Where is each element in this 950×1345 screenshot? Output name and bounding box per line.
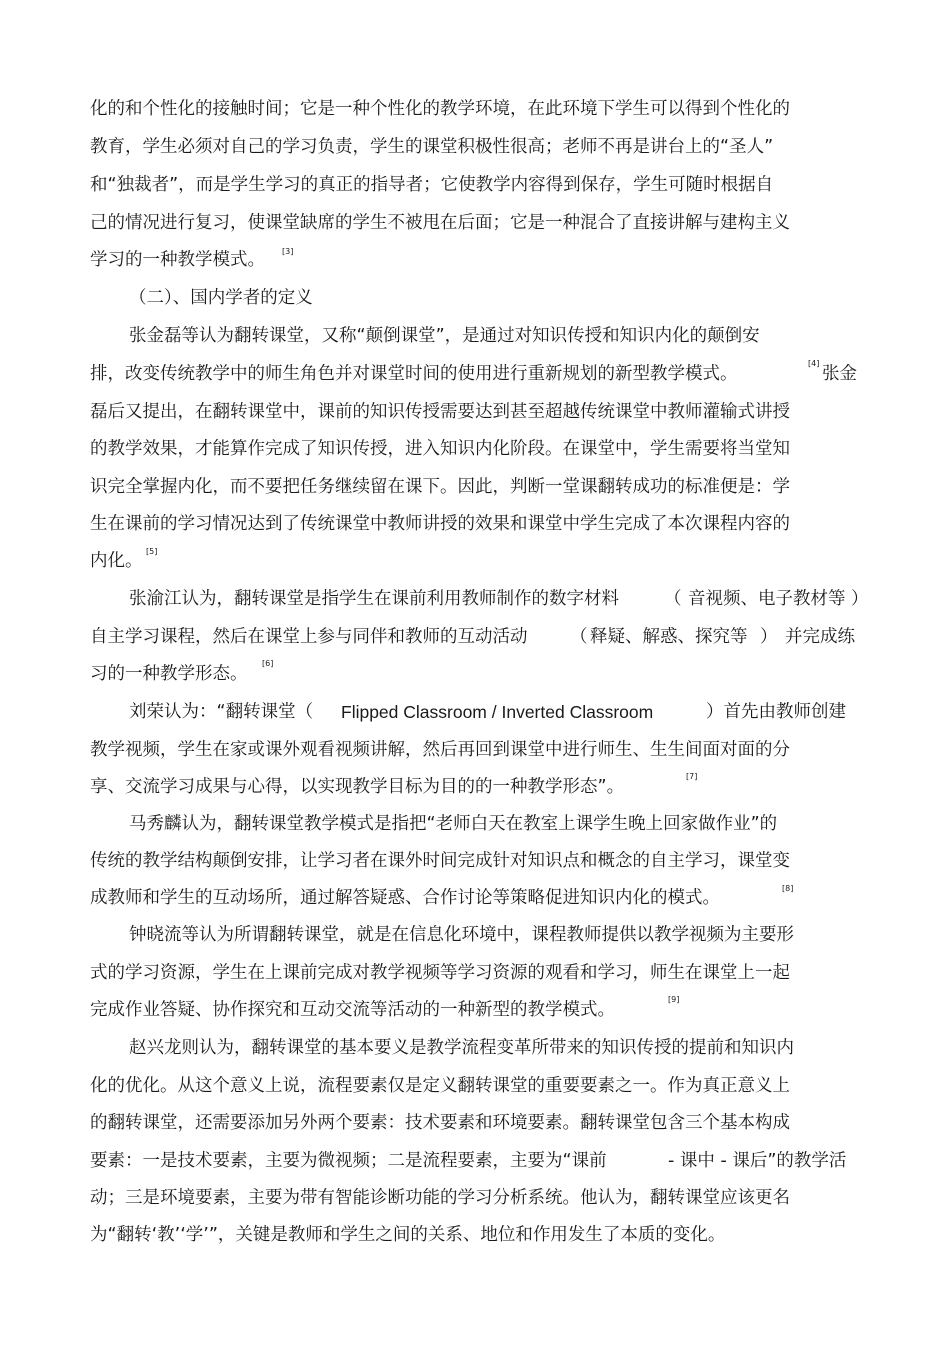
text-line: 化的和个性化的接触时间；它是一种个性化的教学环境，在此环境下学生可以得到个性化的 xyxy=(90,99,790,119)
text-line: （ xyxy=(570,627,588,647)
citation-ref: [8] xyxy=(782,884,794,893)
text-line: 己的情况进行复习，使课堂缺席的学生不被甩在后面；它是一种混合了直接讲解与建构主义 xyxy=(90,213,790,233)
text-line: Flipped Classroom / Inverted Classroom xyxy=(341,702,654,722)
text-line: 要素：一是技术要素，主要为微视频；二是流程要素，主要为“课前 xyxy=(90,1151,607,1171)
text-line: 和“独裁者”，而是学生学习的真正的指导者；它使教学内容得到保存，学生可随时根据自 xyxy=(90,175,774,195)
text-line: ） xyxy=(851,589,869,609)
text-line: 钟晓流等认为所谓翻转课堂，就是在信息化环境中，课程教师提供以教学视频为主要形 xyxy=(129,925,794,945)
text-line: 化的优化。从这个意义上说，流程要素仅是定义翻转课堂的重要要素之一。作为真正意义上 xyxy=(90,1076,790,1096)
text-line: 的翻转课堂，还需要添加另外两个要素：技术要素和环境要素。翻转课堂包含三个基本构成 xyxy=(90,1113,790,1133)
text-line: （ xyxy=(664,589,682,609)
text-line: 教学视频，学生在家或课外观看视频讲解，然后再回到课堂中进行师生、生生间面对面的分 xyxy=(90,740,790,760)
text-line: 生在课前的学习情况达到了传统课堂中教师讲授的效果和课堂中学生完成了本次课程内容的 xyxy=(90,514,790,534)
citation-ref: [6] xyxy=(262,659,274,668)
text-line: 刘荣认为：“翻转课堂（ xyxy=(129,702,314,722)
text-line: 张金磊等认为翻转课堂，又称“颠倒课堂”，是通过对知识传授和知识内化的颠倒安 xyxy=(129,326,760,346)
text-line: 传统的教学结构颠倒安排，让学习者在课外时间完成针对知识点和概念的自主学习，课堂变 xyxy=(90,851,790,871)
text-line: - 课中 - 课后”的教学活 xyxy=(668,1151,847,1171)
text-line: 习的一种教学形态。 xyxy=(90,664,248,684)
text-line: 学习的一种教学模式。 xyxy=(90,250,265,270)
citation-ref: [4] xyxy=(808,359,820,368)
text-line: ） xyxy=(760,627,778,647)
section-heading: （二）、国内学者的定义 xyxy=(129,288,313,308)
text-line: 张金 xyxy=(822,364,857,384)
citation-ref: [9] xyxy=(668,995,680,1004)
text-line: 音视频、电子教材等 xyxy=(688,589,846,609)
text-line: 识完全掌握内化，而不要把任务继续留在课下。因此，判断一堂课翻转成功的标准便是：学 xyxy=(90,477,790,497)
citation-ref: [3] xyxy=(282,247,294,256)
citation-ref: [5] xyxy=(146,547,158,556)
text-line: 张渝江认为，翻转课堂是指学生在课前利用教师制作的数字材料 xyxy=(129,589,619,609)
text-line: ）首先由教师创建 xyxy=(706,702,846,722)
text-line: 完成作业答疑、协作探究和互动交流等活动的一种新型的教学模式。 xyxy=(90,1000,615,1020)
text-line: 并完成练 xyxy=(785,627,855,647)
text-line: 式的学习资源，学生在上课前完成对教学视频等学习资源的观看和学习，师生在课堂上一起 xyxy=(90,963,790,983)
text-line: 马秀麟认为，翻转课堂教学模式是指把“老师白天在教室上课学生晚上回家做作业”的 xyxy=(129,814,778,834)
text-line: 动；三是环境要素，主要为带有智能诊断功能的学习分析系统。他认为，翻转课堂应该更名 xyxy=(90,1188,790,1208)
text-line: 磊后又提出，在翻转课堂中，课前的知识传授需要达到甚至超越传统课堂中教师灌输式讲授 xyxy=(90,402,790,422)
text-line: 成教师和学生的互动场所，通过解答疑惑、合作讨论等策略促进知识内化的模式。 xyxy=(90,888,720,908)
text-line: 内化。 xyxy=(90,551,143,571)
text-line: 的教学效果，才能算作完成了知识传授，进入知识内化阶段。在课堂中，学生需要将当堂知 xyxy=(90,439,790,459)
citation-ref: [7] xyxy=(686,772,698,781)
text-line: 赵兴龙则认为，翻转课堂的基本要义是教学流程变革所带来的知识传授的提前和知识内 xyxy=(129,1038,794,1058)
text-line: 教育，学生必须对自己的学习负责，学生的课堂积极性很高；老师不再是讲台上的“圣人” xyxy=(90,137,774,157)
text-line: 享、交流学习成果与心得，以实现教学目标为目的的一种教学形态”。 xyxy=(90,777,625,797)
text-line: 自主学习课程，然后在课堂上参与同伴和教师的互动活动 xyxy=(90,627,528,647)
text-line: 排，改变传统教学中的师生角色并对课堂时间的使用进行重新规划的新型教学模式。 xyxy=(90,364,738,384)
text-line: 为“翻转‘教’‘学’”，关键是教师和学生之间的关系、地位和作用发生了本质的变化。 xyxy=(90,1225,726,1245)
text-line: 释疑、解惑、探究等 xyxy=(590,627,748,647)
